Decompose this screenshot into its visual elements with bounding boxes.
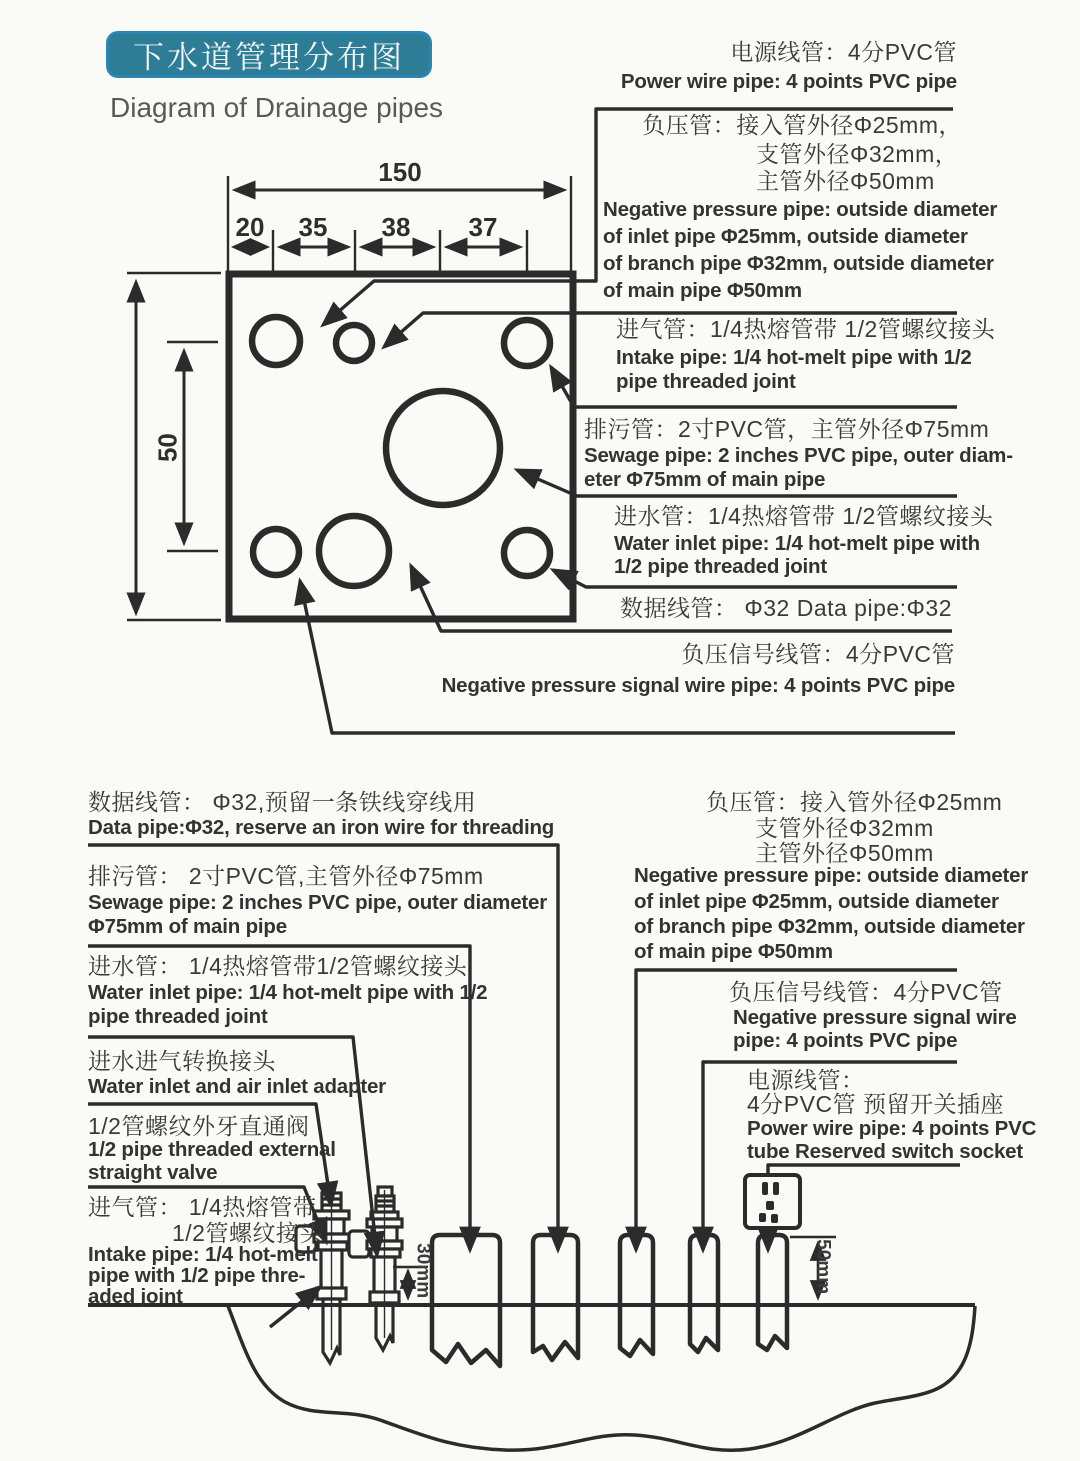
annotation-br-np-en3: of branch pipe Φ32mm, outside diameter: [634, 915, 1025, 938]
hole-top-middle: [336, 325, 372, 361]
annotation-bl-intake-en2: pipe with 1/2 pipe thre-: [88, 1264, 306, 1287]
annotation-br-np-cn2: 支管外径Φ32mm: [755, 815, 934, 841]
annotation-br-np-cn1: 负压管：接入管外径Φ25mm: [706, 789, 1003, 815]
dim-label-150: 150: [378, 157, 422, 187]
dim-label-37: 37: [468, 212, 498, 242]
page-title-box: [106, 31, 432, 78]
annotation-npsignal-en: Negative pressure signal wire pipe: 4 points PVC pipe: [441, 674, 955, 697]
annotation-water-cn: 进水管：1/4热熔管带 1/2管螺纹接头: [614, 503, 994, 529]
annotation-bl-valve-cn: 1/2管螺纹外牙直通阀: [88, 1113, 310, 1139]
hole-bottom-left: [253, 529, 299, 575]
hole-bottom-right: [504, 530, 550, 576]
annotation-br-power-en2: tube Reserved switch socket: [747, 1140, 1024, 1163]
top-view-plate: [229, 274, 573, 619]
annotation-bl-intake-cn1: 进气管： 1/4热熔管带: [88, 1194, 317, 1220]
annotation-br-np-en1: Negative pressure pipe: outside diameter: [634, 864, 1029, 887]
annotation-np-en4: of main pipe Φ50mm: [603, 279, 802, 302]
page-title: 下水道管理分布图: [133, 40, 405, 75]
annotation-br-npsignal-en1: Negative pressure signal wire: [733, 1006, 1017, 1029]
dimension-lines: [136, 190, 564, 613]
annotation-br-np-en2: of inlet pipe Φ25mm, outside diameter: [634, 890, 999, 913]
annotation-bl-sewage-en1: Sewage pipe: 2 inches PVC pipe, outer diameter: [88, 891, 548, 914]
annotation-intake-en2: pipe threaded joint: [616, 370, 796, 393]
dim-label-20: 20: [235, 212, 265, 242]
annotation-bl-adapter-en: Water inlet and air inlet adapter: [88, 1075, 386, 1098]
annotation-power-cn: 电源线管：4分PVC管: [730, 39, 957, 65]
pipe-stub-1: [432, 1235, 500, 1366]
annotation-intake-en1: Intake pipe: 1/4 hot-melt pipe with 1/2: [616, 346, 972, 369]
annotation-bl-sewage-en2: Φ75mm of main pipe: [88, 915, 287, 938]
valve-icon-2: [349, 1187, 402, 1350]
annotation-bl-water-cn: 进水管： 1/4热熔管带1/2管螺纹接头: [88, 953, 468, 979]
annotation-bl-valve-en1: 1/2 pipe threaded external: [88, 1138, 336, 1161]
annotation-bl-intake-en3: aded joint: [88, 1285, 183, 1308]
hole-bottom-middle: [319, 516, 389, 586]
annotation-sewage-en1: Sewage pipe: 2 inches PVC pipe, outer diam-: [584, 444, 1013, 467]
annotation-np-en3: of branch pipe Φ32mm, outside diameter: [603, 252, 994, 275]
dim-label-50: 50: [152, 433, 183, 463]
page-subtitle: Diagram of Drainage pipes: [110, 92, 444, 123]
dim-label-30mm: 30mm: [412, 1243, 434, 1299]
hole-center-large: [386, 391, 500, 505]
annotation-sewage-cn: 排污管：2寸PVC管，主管外径Φ75mm: [584, 416, 990, 442]
annotation-bl-water-en2: pipe threaded joint: [88, 1005, 268, 1028]
annotation-br-power-cn2: 4分PVC管 预留开关插座: [747, 1091, 1004, 1117]
dim-label-50mm: 50mm: [812, 1239, 834, 1295]
annotation-np-en1: Negative pressure pipe: outside diameter: [603, 198, 998, 221]
annotation-np-cn2: 支管外径Φ32mm，: [756, 141, 959, 167]
pipe-stub-2: [533, 1235, 578, 1360]
hole-top-left: [252, 317, 300, 365]
wall-pipe-stubs: [432, 1235, 787, 1366]
annotation-intake-cn: 进气管：1/4热熔管带 1/2管螺纹接头: [616, 316, 996, 342]
annotation-npsignal-cn: 负压信号线管：4分PVC管: [681, 641, 955, 667]
annotation-power-en: Power wire pipe: 4 points PVC pipe: [620, 70, 957, 93]
annotation-br-power-en1: Power wire pipe: 4 points PVC: [747, 1117, 1037, 1140]
hole-top-right: [504, 320, 550, 366]
annotation-data-cn: 数据线管： Φ32 Data pipe:Φ32: [620, 595, 952, 621]
annotation-bl-valve-en2: straight valve: [88, 1161, 218, 1184]
annotation-br-np-en4: of main pipe Φ50mm: [634, 940, 833, 963]
annotation-br-npsignal-cn: 负压信号线管：4分PVC管: [729, 979, 1003, 1005]
annotation-water-en2: 1/2 pipe threaded joint: [614, 555, 827, 578]
annotation-bl-sewage-cn: 排污管： 2寸PVC管,主管外径Φ75mm: [88, 863, 484, 889]
socket-icon: [745, 1175, 800, 1228]
pipe-stub-4: [690, 1235, 718, 1352]
dim-label-35: 35: [298, 212, 328, 242]
annotation-np-en2: of inlet pipe Φ25mm, outside diameter: [603, 225, 968, 248]
dim-label-38: 38: [381, 212, 411, 242]
pipe-stub-5: [758, 1235, 787, 1350]
annotation-bl-intake-en1: Intake pipe: 1/4 hot-melt: [88, 1243, 318, 1266]
annotation-np-cn3: 主管外径Φ50mm: [756, 168, 935, 194]
annotation-bl-adapter-cn: 进水进气转换接头: [88, 1048, 276, 1074]
annotation-sewage-en2: eter Φ75mm of main pipe: [584, 468, 826, 491]
annotation-bl-data-en: Data pipe:Φ32, reserve an iron wire for threading: [88, 816, 555, 839]
annotation-water-en1: Water inlet pipe: 1/4 hot-melt pipe with: [614, 532, 980, 555]
annotation-bl-water-en1: Water inlet pipe: 1/4 hot-melt pipe with 1/2: [88, 981, 488, 1004]
annotation-br-np-cn3: 主管外径Φ50mm: [755, 840, 934, 866]
annotation-br-npsignal-en2: pipe: 4 points PVC pipe: [733, 1029, 958, 1052]
annotation-bl-intake-cn2: 1/2管螺纹接头: [172, 1220, 323, 1246]
pipe-stub-3: [620, 1235, 653, 1356]
annotation-np-cn1: 负压管：接入管外径Φ25mm，: [642, 112, 962, 138]
annotation-br-power-cn1: 电源线管：: [747, 1067, 865, 1093]
annotation-bl-data-cn: 数据线管： Φ32,预留一条铁线穿线用: [88, 789, 477, 815]
